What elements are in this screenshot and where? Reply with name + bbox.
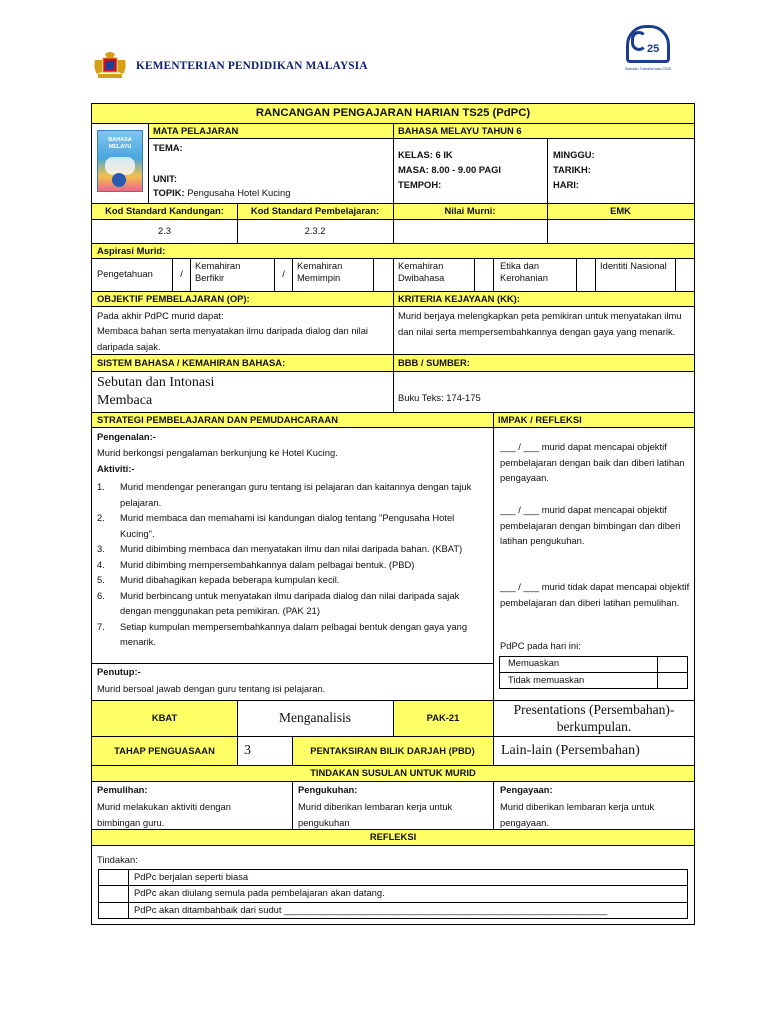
kbat-label: KBAT bbox=[151, 712, 178, 723]
tindakan-checkbox-1[interactable] bbox=[99, 870, 128, 885]
list-item bbox=[97, 557, 489, 573]
tindakan-option-3: PdPc akan ditambahbaik dari sudut ______________________________________________________________ bbox=[134, 904, 608, 915]
aspirasi-item-mark: / bbox=[180, 268, 183, 279]
minggu-field: MINGGU: bbox=[553, 149, 595, 160]
list-item bbox=[97, 572, 489, 588]
memuaskan-checkbox[interactable] bbox=[658, 657, 687, 672]
pengenalan-text: Murid berkongsi pengalaman berkunjung ke Hotel Kucing. bbox=[97, 447, 338, 458]
kbat-value: Menganalisis bbox=[279, 710, 351, 725]
tempoh-field: TEMPOH: bbox=[398, 179, 442, 190]
sistem-bahasa-label: SISTEM BAHASA / KEMAHIRAN BAHASA: bbox=[97, 357, 286, 368]
tahap-value: 3 bbox=[244, 743, 251, 758]
aspirasi-item-label: Kemahiran Dwibahasa bbox=[398, 260, 445, 283]
ts25-logo-ring-icon bbox=[631, 31, 647, 51]
objektif-intro: Pada akhir PdPC murid dapat: bbox=[97, 310, 224, 321]
aspirasi-item-label: Pengetahuan bbox=[97, 268, 153, 279]
activity-text: Murid dibimbing membaca dan menyatakan ilmu dan nilai daripada bahan. (KBAT) bbox=[120, 543, 463, 554]
tindakan-label: Tindakan: bbox=[97, 854, 138, 865]
unit-label: UNIT: bbox=[153, 173, 177, 184]
pengukuhan-text: Murid diberikan lembaran kerja untuk pengukuhan bbox=[298, 801, 453, 828]
pak21-label: PAK-21 bbox=[426, 712, 460, 723]
textbook-cover-figure-icon bbox=[112, 173, 126, 187]
topik-value: Pengusaha Hotel Kucing bbox=[187, 187, 291, 198]
pengenalan-label: Pengenalan:- bbox=[97, 431, 156, 442]
textbook-cover-title: BAHASA MELAYU bbox=[108, 137, 132, 150]
list-item bbox=[97, 541, 489, 557]
activity-text: Murid dibimbing mempersembahkannya dalam pelbagai bentuk. (PBD) bbox=[120, 558, 415, 570]
pbd-label: PENTAKSIRAN BILIK DARJAH (PBD) bbox=[310, 745, 475, 756]
kriteria-text: Murid berjaya melengkapkan peta pemikiran untuk menyatakan ilmu dan nilai serta mempersembahkannya dengan gaya yang menarik. bbox=[398, 310, 682, 337]
malaysia-coat-of-arms-icon bbox=[92, 50, 128, 80]
tema-label: TEMA: bbox=[153, 142, 183, 153]
subject-value: BAHASA MELAYU TAHUN 6 bbox=[398, 125, 522, 136]
pengayaan-label: Pengayaan: bbox=[500, 784, 553, 795]
activity-text: Murid mendengar penerangan guru tentang isi pelajaran dan kaitannya dengan tajuk pelajaran. bbox=[120, 481, 472, 508]
list-item bbox=[97, 479, 489, 510]
activity-list bbox=[97, 479, 489, 650]
pembelajaran-value: 2.3.2 bbox=[304, 225, 326, 236]
activity-number: 1. bbox=[97, 481, 105, 492]
ts25-logo bbox=[623, 25, 673, 77]
pengukuhan-label: Pengukuhan: bbox=[298, 784, 358, 795]
pengayaan-text: Murid diberikan lembaran kerja untuk pengayaan. bbox=[500, 801, 655, 828]
aktiviti-label: Aktiviti:- bbox=[97, 463, 135, 474]
objektif-text: Membaca bahan serta menyatakan ilmu daripada dialog dan nilai daripada sajak. bbox=[97, 325, 369, 352]
masa-field: MASA: 8.00 - 9.00 PAGI bbox=[398, 164, 501, 175]
activity-number: 5. bbox=[97, 574, 105, 585]
ministry-name: KEMENTERIAN PENDIDIKAN MALAYSIA bbox=[136, 60, 368, 72]
aspirasi-item-label: Kemahiran Memimpin bbox=[297, 260, 343, 283]
activity-text: Murid berbincang untuk menyatakan ilmu daripada dialog dan nilai daripada sajak dengan menggunakan peta pemikiran. (PAK 21) bbox=[120, 589, 460, 616]
ts25-logo-number: 25 bbox=[647, 43, 660, 55]
impak-label: IMPAK / REFLEKSI bbox=[498, 414, 582, 425]
pemulihan-label: Pemulihan: bbox=[97, 784, 148, 795]
impak-paragraph-1: ___ / ___ murid dapat mencapai objektif pembelajaran dengan baik dan diberi latihan pengayaan. bbox=[500, 441, 685, 483]
tindakan-checkbox-2[interactable] bbox=[99, 886, 128, 902]
aspirasi-label: Aspirasi Murid: bbox=[97, 245, 166, 256]
activity-number: 2. bbox=[97, 512, 105, 523]
nilai-murni-label: Nilai Murni: bbox=[444, 205, 496, 216]
tarikh-field: TARIKH: bbox=[553, 164, 591, 175]
activity-number: 7. bbox=[97, 620, 105, 632]
activity-number: 3. bbox=[97, 543, 105, 554]
topik-label: TOPIK: bbox=[153, 187, 185, 198]
aspirasi-item-label: Etika dan Kerohanian bbox=[500, 260, 548, 283]
rph-title: RANCANGAN PENGAJARAN HARIAN TS25 (PdPC) bbox=[255, 107, 531, 119]
header bbox=[0, 0, 768, 100]
activity-number: 4. bbox=[97, 558, 105, 570]
refleksi-label: REFLEKSI bbox=[369, 831, 417, 842]
kandungan-value: 2.3 bbox=[157, 225, 172, 236]
penutup-text: Murid bersoal jawab dengan guru tentang isi pelajaran. bbox=[97, 683, 326, 694]
activity-text: Murid membaca dan memahami isi kandungan dialog tentang "Pengusaha Hotel Kucing". bbox=[120, 512, 455, 539]
tindakan-option-2: PdPc akan diulang semula pada pembelajaran akan datang. bbox=[134, 887, 385, 898]
activity-text: Murid dibahagikan kepada beberapa kumpulan kecil. bbox=[120, 574, 340, 585]
list-item bbox=[97, 619, 489, 650]
tahap-label: TAHAP PENGUASAAN bbox=[114, 745, 215, 756]
emk-label: EMK bbox=[610, 205, 631, 216]
bbb-text: Buku Teks: 174-175 bbox=[398, 392, 481, 403]
sistem-bahasa-line2: Membaca bbox=[97, 393, 153, 408]
ts25-logo-caption: Sekolah Transformasi 2025 bbox=[624, 67, 672, 71]
pembelajaran-label: Kod Standard Pembelajaran: bbox=[250, 205, 380, 216]
aspirasi-item-mark: / bbox=[282, 268, 285, 279]
tindakan-option-1: PdPc berjalan seperti biasa bbox=[134, 871, 249, 882]
list-item bbox=[97, 510, 489, 541]
option-tidak-memuaskan: Tidak memuaskan bbox=[508, 674, 585, 685]
subject-label: MATA PELAJARAN bbox=[153, 125, 239, 136]
susulan-label: TINDAKAN SUSULAN UNTUK MURID bbox=[310, 767, 476, 778]
kandungan-label: Kod Standard Kandungan: bbox=[105, 205, 224, 216]
pdpc-label: PdPC pada hari ini: bbox=[500, 640, 581, 651]
sistem-bahasa-line1: Sebutan dan Intonasi bbox=[97, 375, 215, 390]
penutup-label: Penutup:- bbox=[97, 666, 141, 677]
list-item bbox=[97, 588, 489, 619]
textbook-cover bbox=[97, 130, 143, 192]
activity-number: 6. bbox=[97, 589, 105, 601]
impak-paragraph-3: ___ / ___ murid tidak dapat mencapai objektif pembelajaran dan diberi latihan pemulihan. bbox=[500, 581, 690, 608]
topik-line bbox=[153, 187, 290, 199]
activity-text: Setiap kumpulan mempersembahkannya dalam pelbagai bentuk dengan gaya yang menarik. bbox=[120, 620, 468, 647]
aspirasi-item-label: Identiti Nasional bbox=[600, 260, 667, 271]
pemulihan-text: Murid melakukan aktiviti dengan bimbingan guru. bbox=[97, 801, 231, 828]
tindakan-checkbox-3[interactable] bbox=[99, 903, 128, 918]
kriteria-label: KRITERIA KEJAYAAN (KK): bbox=[398, 293, 520, 304]
strategi-label: STRATEGI PEMBELAJARAN DAN PEMUDAHCARAAN bbox=[97, 414, 338, 425]
option-memuaskan: Memuaskan bbox=[508, 657, 560, 668]
aspirasi-item-label: Kemahiran Berfikir bbox=[195, 260, 241, 283]
tidak-memuaskan-checkbox[interactable] bbox=[658, 673, 687, 688]
pbd-value: Lain-lain (Persembahan) bbox=[501, 743, 640, 758]
objektif-label: OBJEKTIF PEMBELAJARAN (OP): bbox=[97, 293, 250, 304]
hari-field: HARI: bbox=[553, 179, 580, 190]
kelas-field: KELAS: 6 IK bbox=[398, 149, 453, 160]
bbb-label: BBB / SUMBER: bbox=[398, 357, 470, 368]
impak-paragraph-2: ___ / ___ murid dapat mencapai objektif pembelajaran dengan bimbingan dan diberi latihan pengukuhan. bbox=[500, 504, 681, 546]
pak21-value: Presentations (Persembahan)-berkumpulan. bbox=[513, 702, 675, 734]
